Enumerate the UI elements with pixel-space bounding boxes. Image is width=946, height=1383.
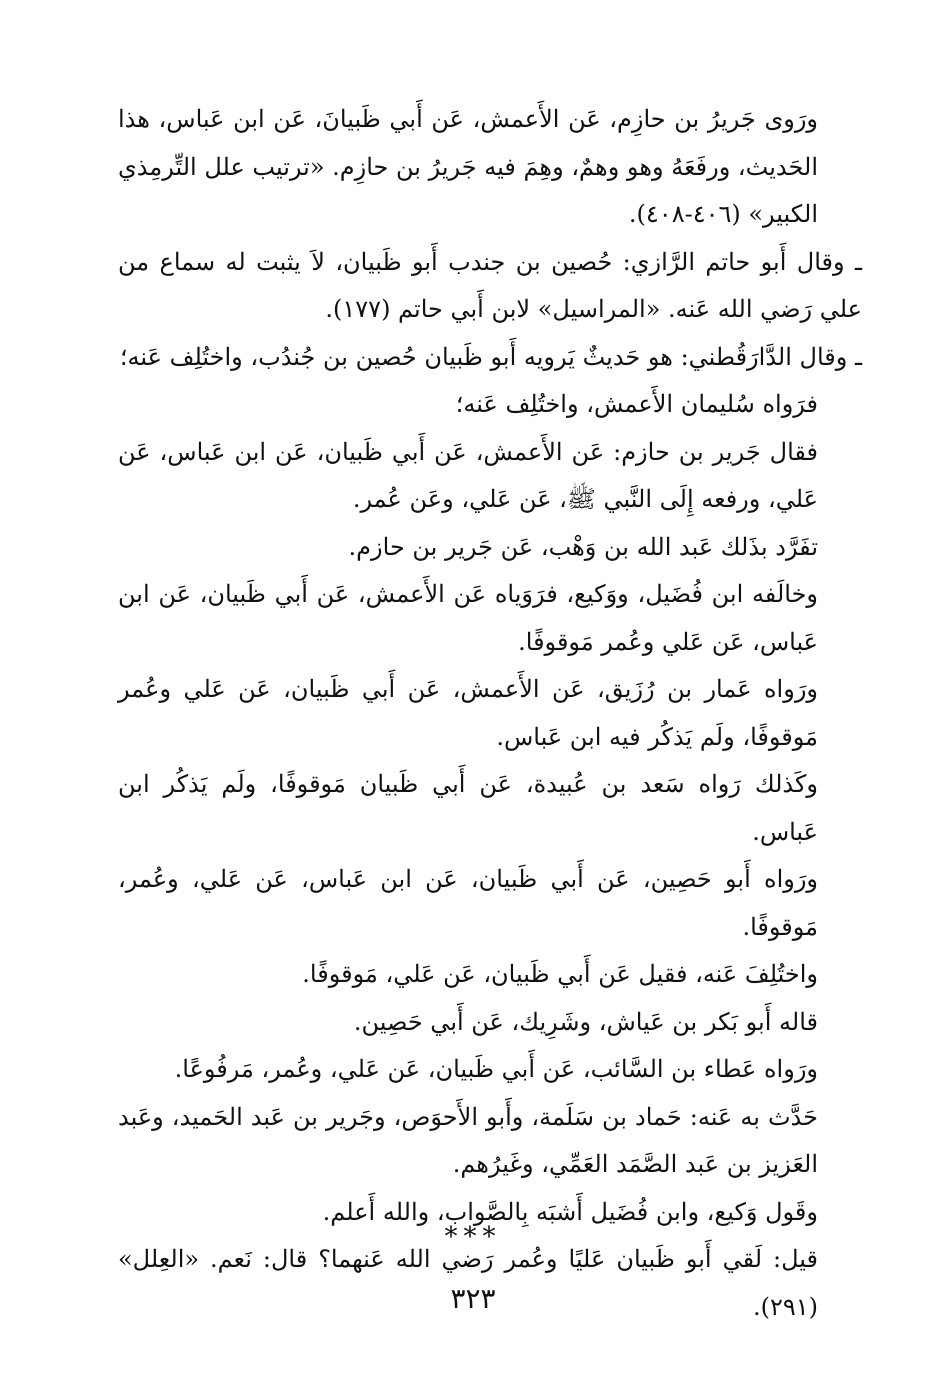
- paragraph-12: قاله أَبو بَكر بن عَياش، وشَرِيك، عَن أَبي حَصِين.: [353, 1007, 818, 1036]
- paragraph-3: ـ وقال الدَّارَقُطني: هو حَديثٌ يَرويه أَبو ظَبيان حُصين بن جُندُب، واختُلِف عَنه؛: [119, 342, 862, 371]
- paragraph-13: ورَواه عَطاء بن السَّائب، عَن أَبي ظَبيان، عَن عَلي، وعُمر، مَرفُوعًا.: [174, 1055, 818, 1083]
- paragraph-11: واختُلِفَ عَنه، فقيل عَن أَبي ظَبيان، عَن عَلي، مَوقوفًا.: [302, 960, 818, 988]
- paragraph-6: تفَرَّد بذَلك عَبد الله بن وَهْب، عَن جَرير بن حازم.: [348, 532, 818, 561]
- paragraph-7: وخالَفه ابن فُضَيل، ووَكيع، فرَوَياه عَن الأَعمش، عَن أَبي ظَبيان، عَن ابن عَباس، عَن عَلي وعُمر مَوقوفًا.: [118, 580, 818, 656]
- paragraph-5: فقال جَرير بن حازم: عَن الأَعمش، عَن أَبي ظَبيان، عَن ابن عَباس، عَن عَلي، ورفعه إِلَى النَّبي ﷺ، عَن عَلي، وعَن عُمر.: [118, 437, 818, 513]
- paragraph-1: ورَوى جَريرُ بن حازِم، عَن الأَعمش، عَن أَبي ظَبيانَ، عَن ابن عَباس، هذا الحَديث، ورفَعَهُ وهو وهمٌ، وهِمَ فيه جَريرُ بن حازِم. «ترتيب علل التِّرمِذي الكبير» (٤٠٦-٤٠٨).: [118, 105, 818, 228]
- section-separator: ***: [444, 1222, 502, 1252]
- paragraph-14: حَدَّث به عَنه: حَماد بن سَلَمة، وأَبو الأَحوَص، وجَرير بن عَبد الحَميد، وعَبد العَزيز بن عَبد الصَّمَد العَمِّي، وغَيرُهم.: [118, 1102, 818, 1178]
- paragraph-10: ورَواه أَبو حَصِين، عَن أَبي ظَبيان، عَن ابن عَباس، عَن عَلي، وعُمر، مَوقوفًا.: [118, 865, 818, 941]
- paragraph-8: ورَواه عَمار بن رُزَيق، عَن الأَعمش، عَن أَبي ظَبيان، عَن عَلي وعُمر مَوقوفًا، ولَم يَذكُر فيه ابن عَباس.: [118, 675, 818, 751]
- paragraph-16: قيل: لَقي أَبو ظَبيان عَليًا وعُمر رَضي الله عَنهما؟ قال: نَعم. «العِلل» (٢٩١).: [118, 1245, 819, 1321]
- page-number: ٣٢٣: [450, 1282, 496, 1315]
- paragraph-9: وكَذلك رَواه سَعد بن عُبيدة، عَن أَبي ظَبيان مَوقوفًا، ولَم يَذكُر ابن عَباس.: [118, 770, 818, 846]
- paragraph-2: ـ وقال أَبو حاتم الرَّازي: حُصين بن جندب أَبو ظَبيان، لاَ يثبت له سماع من علي رَضي الله عَنه. «المراسيل» لابن أَبي حاتم (١٧٧).: [118, 247, 862, 323]
- main-text: [118, 96, 862, 1331]
- paragraph-15: وقَول وَكيع، وابن فُضَيل أَشبَه بِالصَّواب، والله أَعلم.: [322, 1197, 818, 1226]
- paragraph-4: فرَواه سُليمان الأَعمش، واختُلِف عَنه؛: [455, 390, 818, 418]
